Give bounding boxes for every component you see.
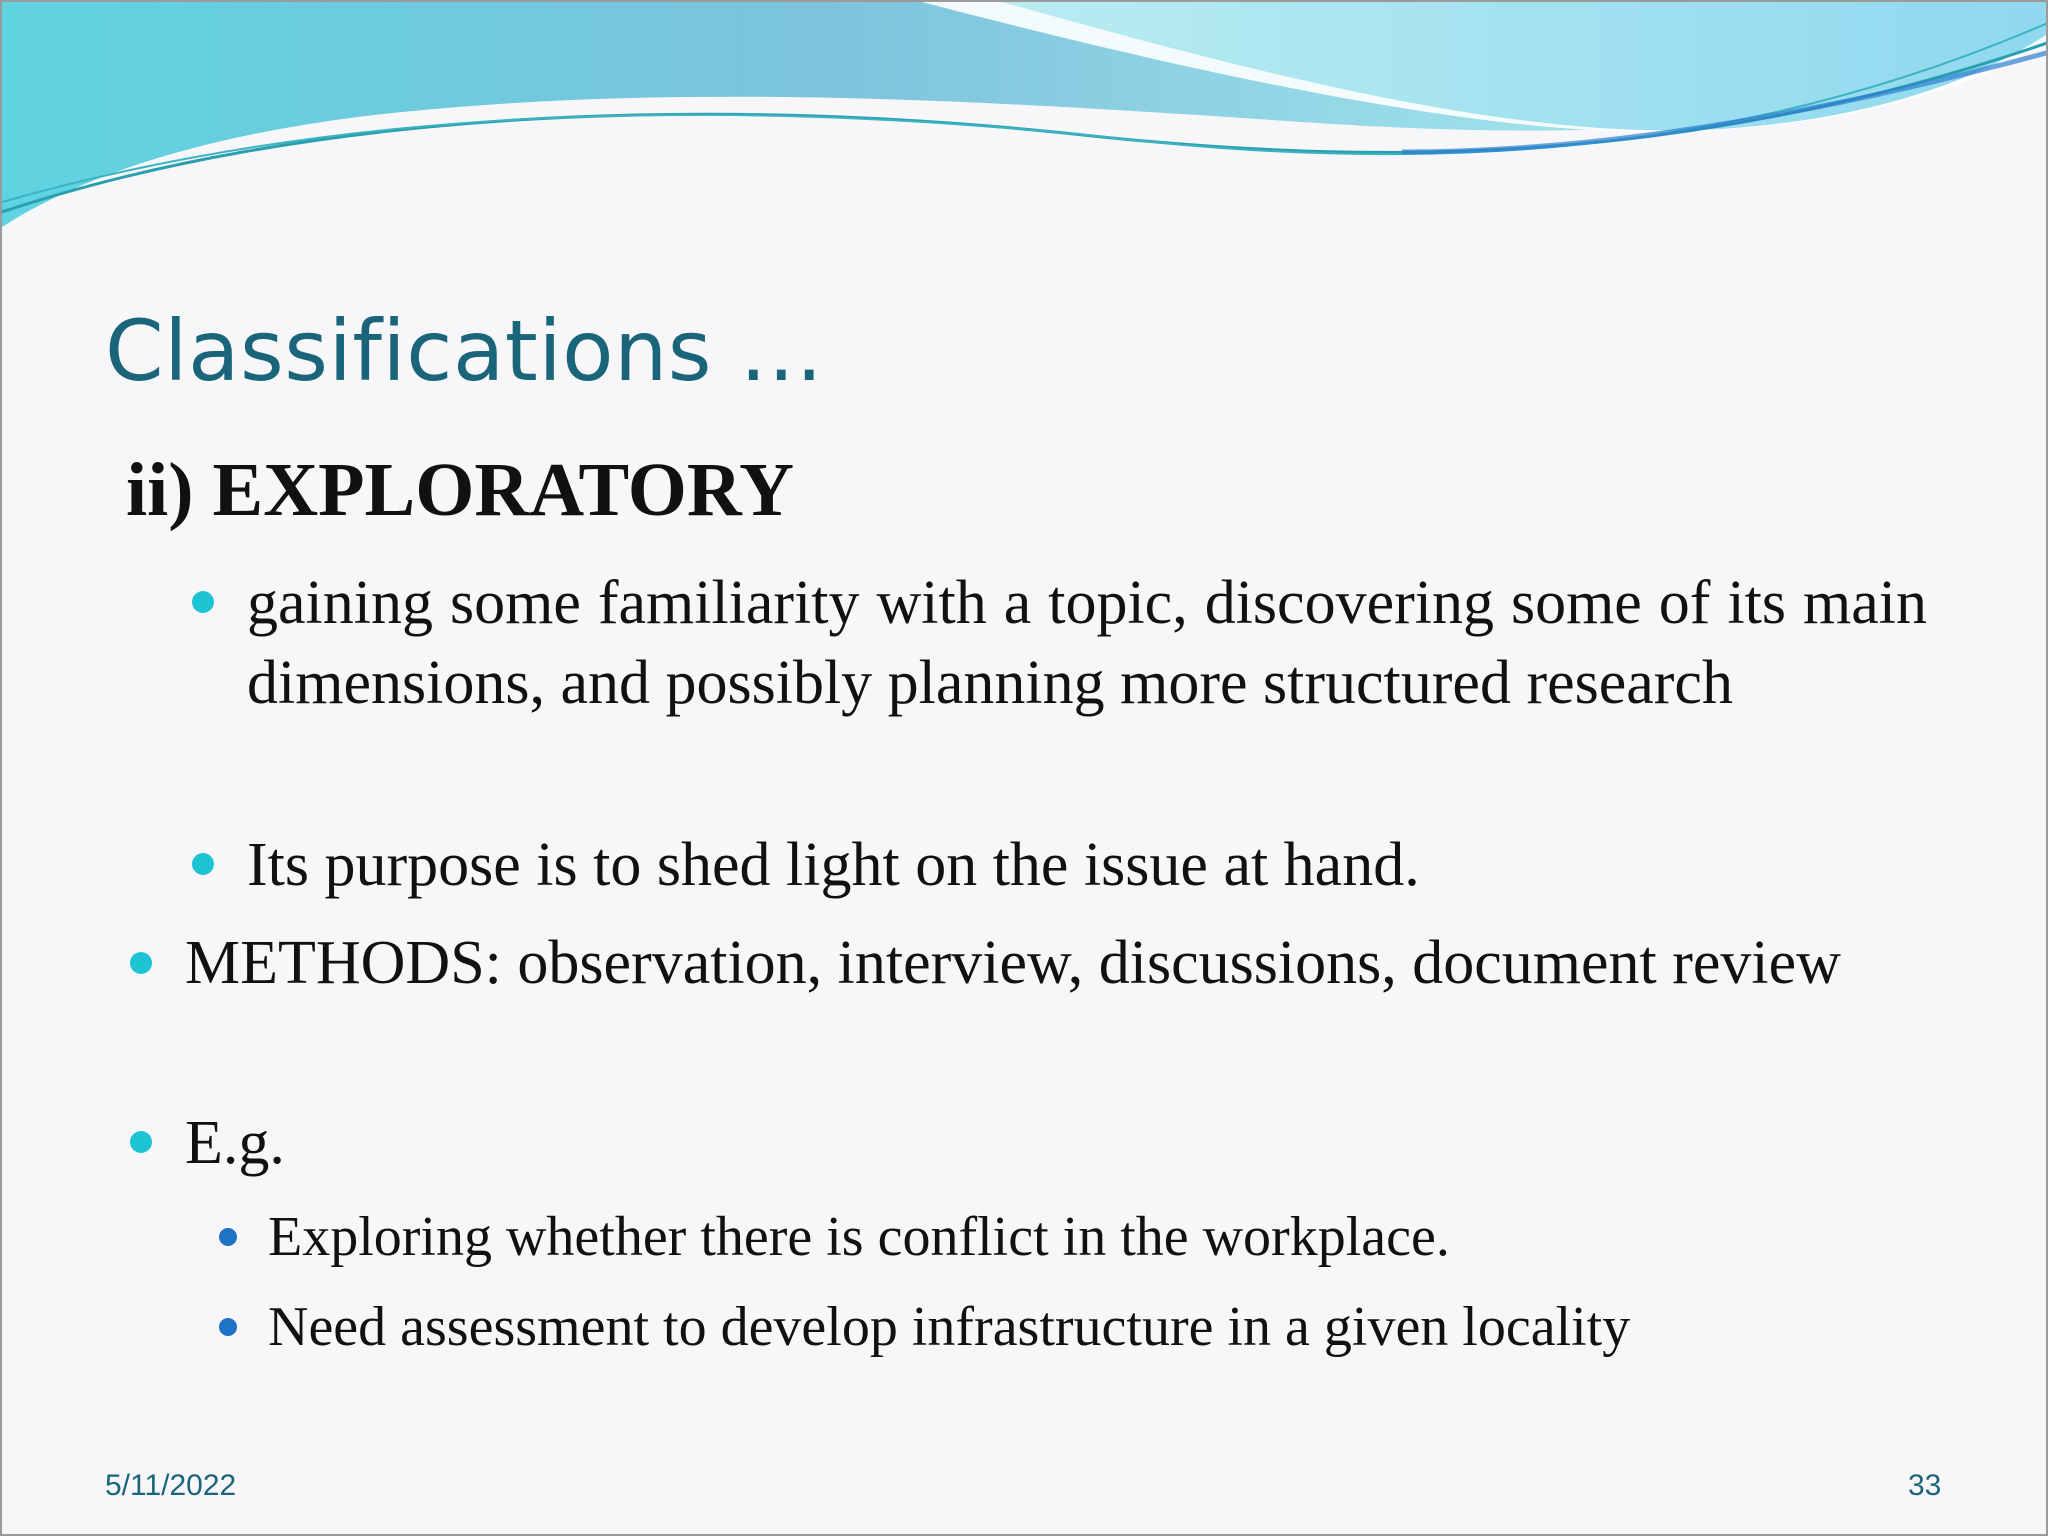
bullet-dot bbox=[219, 1228, 237, 1246]
slide-body bbox=[2, 2, 2048, 1536]
main-bullet-text: E.g. bbox=[185, 1109, 285, 1177]
example-text: Exploring whether there is conflict in the workplace. bbox=[268, 1206, 1450, 1268]
slide-title: Classifications … bbox=[105, 302, 824, 400]
footer-date: 5/11/2022 bbox=[105, 1469, 237, 1502]
example-text: Need assessment to develop infrastructure in a given locality bbox=[268, 1296, 1631, 1358]
bullet-dot bbox=[130, 952, 152, 974]
slide-number: 33 bbox=[1908, 1469, 1942, 1502]
sub-bullet-text: gaining some familiarity with a topic, discovering some of its main dimensions, and possibly planning more structured research bbox=[247, 569, 1927, 717]
bullet-dot bbox=[192, 591, 214, 613]
bullet-dot bbox=[130, 1131, 152, 1153]
section-heading: ii) EXPLORATORY bbox=[126, 448, 795, 532]
main-bullet-text: METHODS: observation, interview, discussions, document review bbox=[185, 929, 1841, 997]
bullet-dot bbox=[192, 853, 214, 875]
sub-bullet-text: Its purpose is to shed light on the issue at hand. bbox=[247, 831, 1420, 899]
bullet-dot bbox=[219, 1318, 237, 1336]
